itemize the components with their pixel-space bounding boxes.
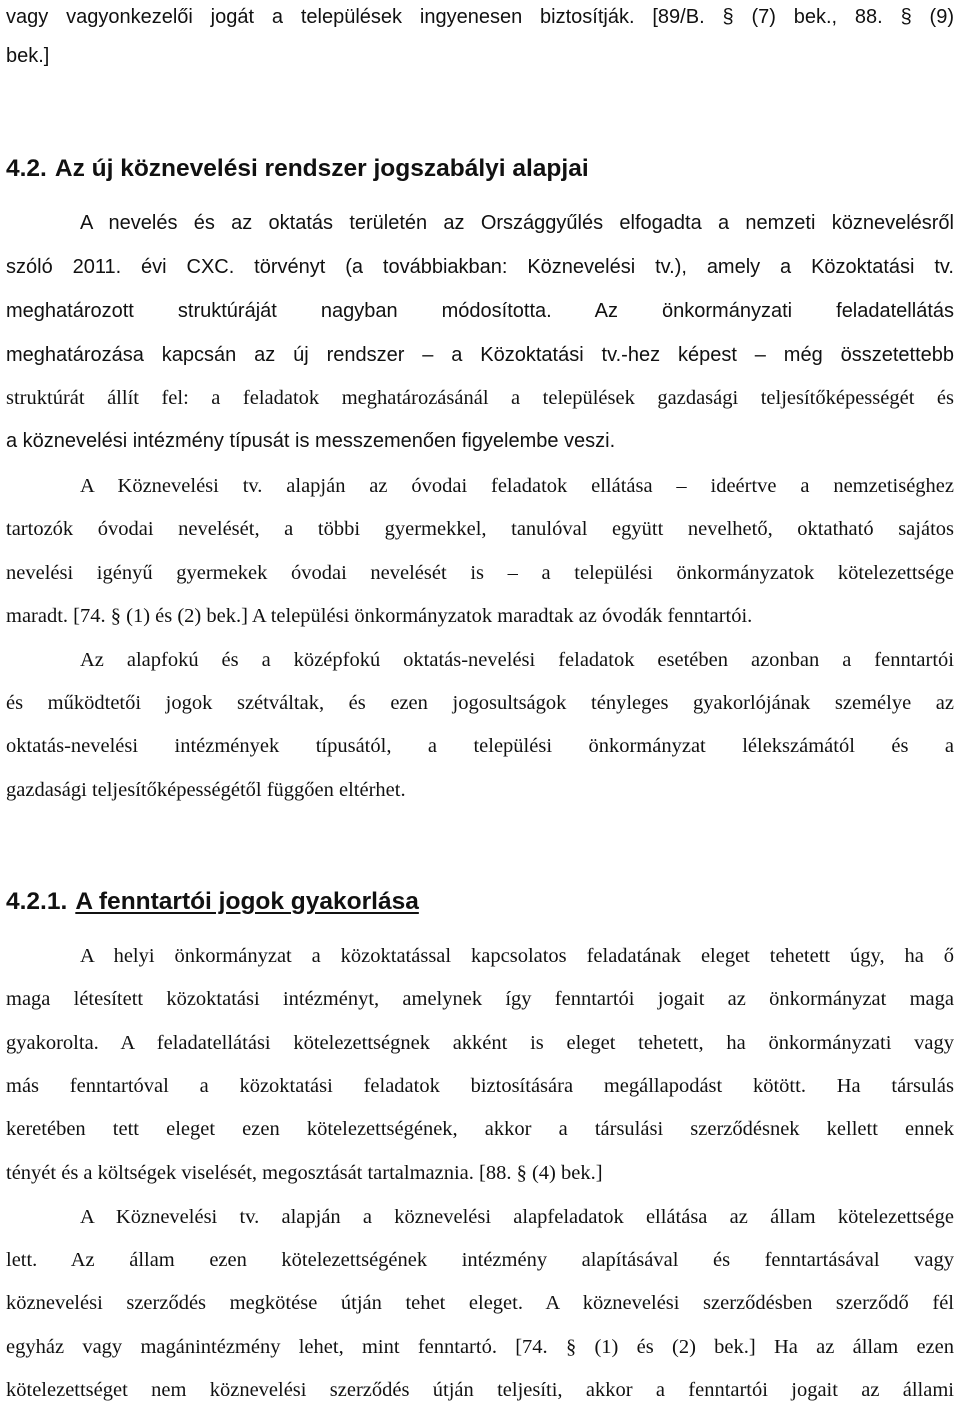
text-line: tényét és a költségek viselését, megosztását tartalmaznia. [88. § (4) bek.]	[6, 1162, 603, 1184]
section-number: 4.2.	[6, 155, 47, 182]
section-title: Az új köznevelési rendszer jogszabályi alapjai	[54, 155, 589, 182]
text-line: keretében tett eleget ezen kötelezettségének, akkor a társulási szerződésnek kellett ennek	[6, 1118, 954, 1140]
text-line: A nevelés és az oktatás területén az Országgyűlés elfogadta a nemzeti köznevelésről	[80, 212, 954, 234]
section-title: A fenntartói jogok gyakorlása	[75, 888, 419, 915]
section-heading-4-2	[6, 153, 589, 185]
text-line: Az alapfokú és a középfokú oktatás-nevelési feladatok esetében azonban a fenntartói	[80, 649, 954, 671]
section-number: 4.2.1.	[6, 888, 68, 915]
text-line: maradt. [74. § (1) és (2) bek.] A települési önkormányzatok maradtak az óvodák fenntartói.	[6, 605, 753, 627]
text-line: meghatározása kapcsán az új rendszer – a Közoktatási tv.-hez képest – még összetettebb	[6, 344, 954, 366]
text-line: tartozók óvodai nevelését, a többi gyermekkel, tanulóval együtt nevelhető, oktatható sajátos	[6, 518, 954, 540]
text-line: gazdasági teljesítőképességétől függően eltérhet.	[6, 779, 406, 801]
text-line: a köznevelési intézmény típusát is messzemenően figyelembe veszi.	[6, 430, 616, 452]
text-line: bek.]	[6, 45, 50, 67]
text-line: köznevelési szerződés megkötése útján tehet eleget. A köznevelési szerződésben szerződő fél	[6, 1292, 954, 1314]
text-line: és működtetői jogok szétváltak, és ezen jogosultságok tényleges gyakorlójának személye az	[6, 692, 954, 714]
text-line: struktúrát állít fel: a feladatok meghatározásánál a települések gazdasági teljesítőképességét és	[6, 387, 954, 409]
text-line: A Köznevelési tv. alapján a köznevelési alapfeladatok ellátása az állam kötelezettsége	[80, 1206, 954, 1228]
text-line: egyház vagy magánintézmény lehet, mint fenntartó. [74. § (1) és (2) bek.] Ha az állam ezen	[6, 1336, 954, 1358]
text-line: vagy vagyonkezelői jogát a települések ingyenesen biztosítják. [89/B. § (7) bek., 88. § (9)	[6, 6, 954, 28]
text-line: maga létesített közoktatási intézményt, amelynek így fenntartói jogait az önkormányzat maga	[6, 988, 954, 1010]
text-line: lett. Az állam ezen kötelezettségének intézmény alapításával és fenntartásával vagy	[6, 1249, 954, 1271]
text-line: kötelezettséget nem köznevelési szerződés útján teljesíti, akkor a fenntartói jogait az állami	[6, 1379, 954, 1401]
text-line: A helyi önkormányzat a közoktatással kapcsolatos feladatának eleget tehetett úgy, ha ő	[80, 945, 954, 967]
section-heading-4-2-1	[6, 886, 419, 918]
text-line: gyakorolta. A feladatellátási kötelezettségnek akként is eleget tehetett, ha önkormányzati vagy	[6, 1032, 954, 1054]
text-line: oktatás-nevelési intézmények típusától, a települési önkormányzat lélekszámától és a	[6, 735, 954, 757]
text-line: meghatározott struktúráját nagyban módosította. Az önkormányzati feladatellátás	[6, 300, 954, 322]
text-line: szóló 2011. évi CXC. törvényt (a továbbiakban: Köznevelési tv.), amely a Közoktatási tv.	[6, 256, 954, 278]
text-line: nevelési igényű gyermekek óvodai nevelését is – a települési önkormányzatok kötelezettsége	[6, 562, 954, 584]
text-line: más fenntartóval a közoktatási feladatok biztosítására megállapodást kötött. Ha társulás	[6, 1075, 954, 1097]
text-line: A Köznevelési tv. alapján az óvodai feladatok ellátása – ideértve a nemzetiséghez	[80, 475, 954, 497]
